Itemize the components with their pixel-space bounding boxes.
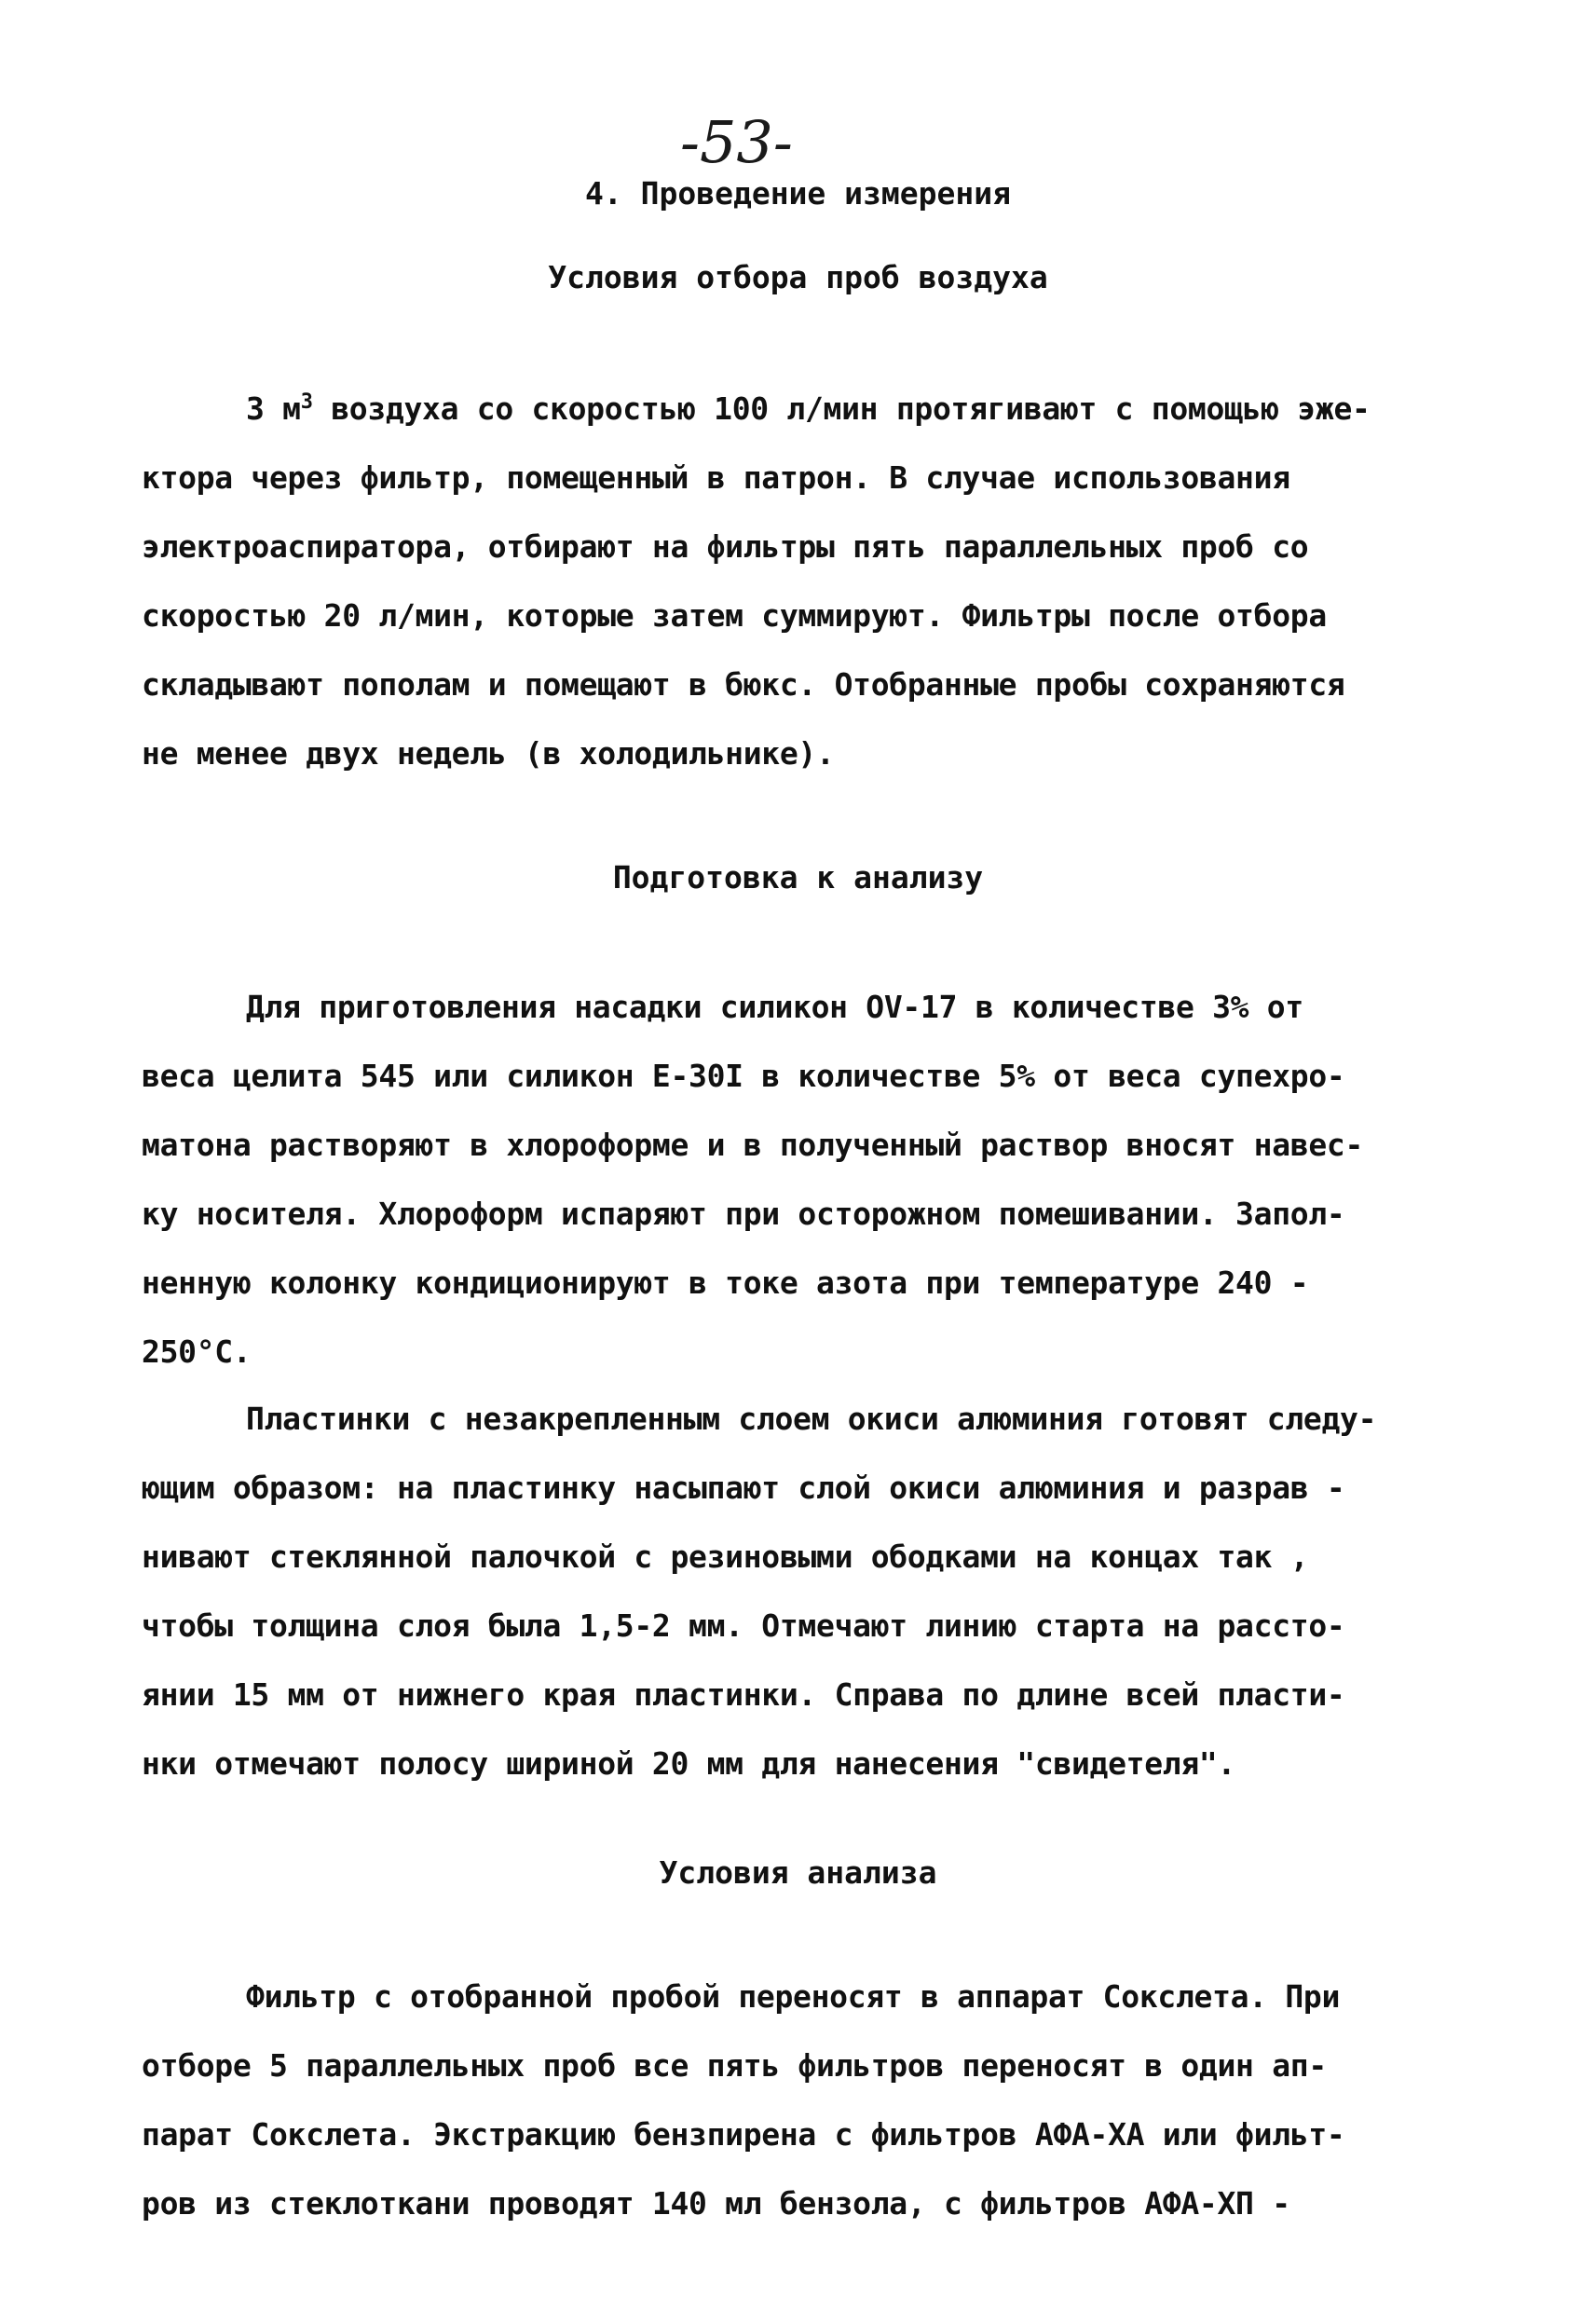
text-line: веса целита 545 или силикон E-30I в количестве 5% от веса супехро-: [142, 1058, 1345, 1094]
paragraph-column-packing: [142, 973, 1483, 1387]
paragraph-air-sampling: [142, 375, 1483, 788]
text-line: ющим образом: на пластинку насыпают слой окиси алюминия и разрав -: [142, 1470, 1345, 1506]
text-line: парат Сокслета. Экстракцию бензпирена с фильтров АФА-ХА или фильт-: [142, 2116, 1345, 2153]
text-line: нивают стеклянной палочкой с резиновыми ободками на концах так ,: [142, 1538, 1309, 1575]
text-line: чтобы толщина слоя была 1,5-2 мм. Отмечают линию старта на рассто-: [142, 1607, 1345, 1644]
text-line: ку носителя. Хлороформ испаряют при осторожном помешивании. Запол-: [142, 1196, 1345, 1232]
section-title: 4. Проведение измерения: [585, 175, 1011, 212]
subsection-title-preparation: Подготовка к анализу: [612, 859, 984, 896]
text-line: нки отмечают полосу шириной 20 мм для нанесения "свидетеля".: [142, 1745, 1236, 1782]
page-number: -53-: [680, 108, 793, 176]
text-line: Фильтр с отобранной пробой переносят в аппарат Сокслета. При: [246, 1978, 1341, 2015]
text-line: ненную колонку кондиционируют в токе азота при температуре 240 -: [142, 1265, 1309, 1301]
text-line: 250°С.: [142, 1333, 252, 1370]
text-line: янии 15 мм от нижнего края пластинки. Справа по длине всей пласти-: [142, 1676, 1345, 1713]
text-line: Для приготовления насадки силикон OV-17 в количестве 3% от: [246, 989, 1303, 1025]
subsection-title-air-sampling: Условия отбора проб воздуха: [548, 259, 1048, 295]
paragraph-plates: [142, 1385, 1483, 1798]
text-line: Пластинки с незакрепленным слоем окиси алюминия готовят следу-: [246, 1401, 1377, 1437]
text-line: отборе 5 параллельных проб все пять фильтров переносят в один ап-: [142, 2047, 1327, 2084]
text-line: скоростью 20 л/мин, которые затем суммируют. Фильтры после отбора: [142, 597, 1327, 634]
text-line: не менее двух недель (в холодильнике).: [142, 735, 835, 772]
subsection-title-analysis: Условия анализа: [659, 1854, 937, 1891]
text-line: 3 $м^3$ воздуха со скоростью 100 л/мин протягивают с помощью эже-: [246, 390, 1371, 427]
text-line: матона растворяют в хлороформе и в полученный раствор вносят навес-: [142, 1127, 1364, 1163]
text-line: складывают пополам и помещают в бюкс. Отобранные пробы сохраняются: [142, 666, 1345, 703]
text-line: ров из стеклоткани проводят 140 мл бензола, с фильтров АФА-ХП -: [142, 2185, 1290, 2222]
text-line: ктора через фильтр, помещенный в патрон. В случае использования: [142, 459, 1290, 496]
text-line: электроаспиратора, отбирают на фильтры пять параллельных проб со: [142, 528, 1309, 565]
paragraph-analysis: [142, 1962, 1483, 2238]
